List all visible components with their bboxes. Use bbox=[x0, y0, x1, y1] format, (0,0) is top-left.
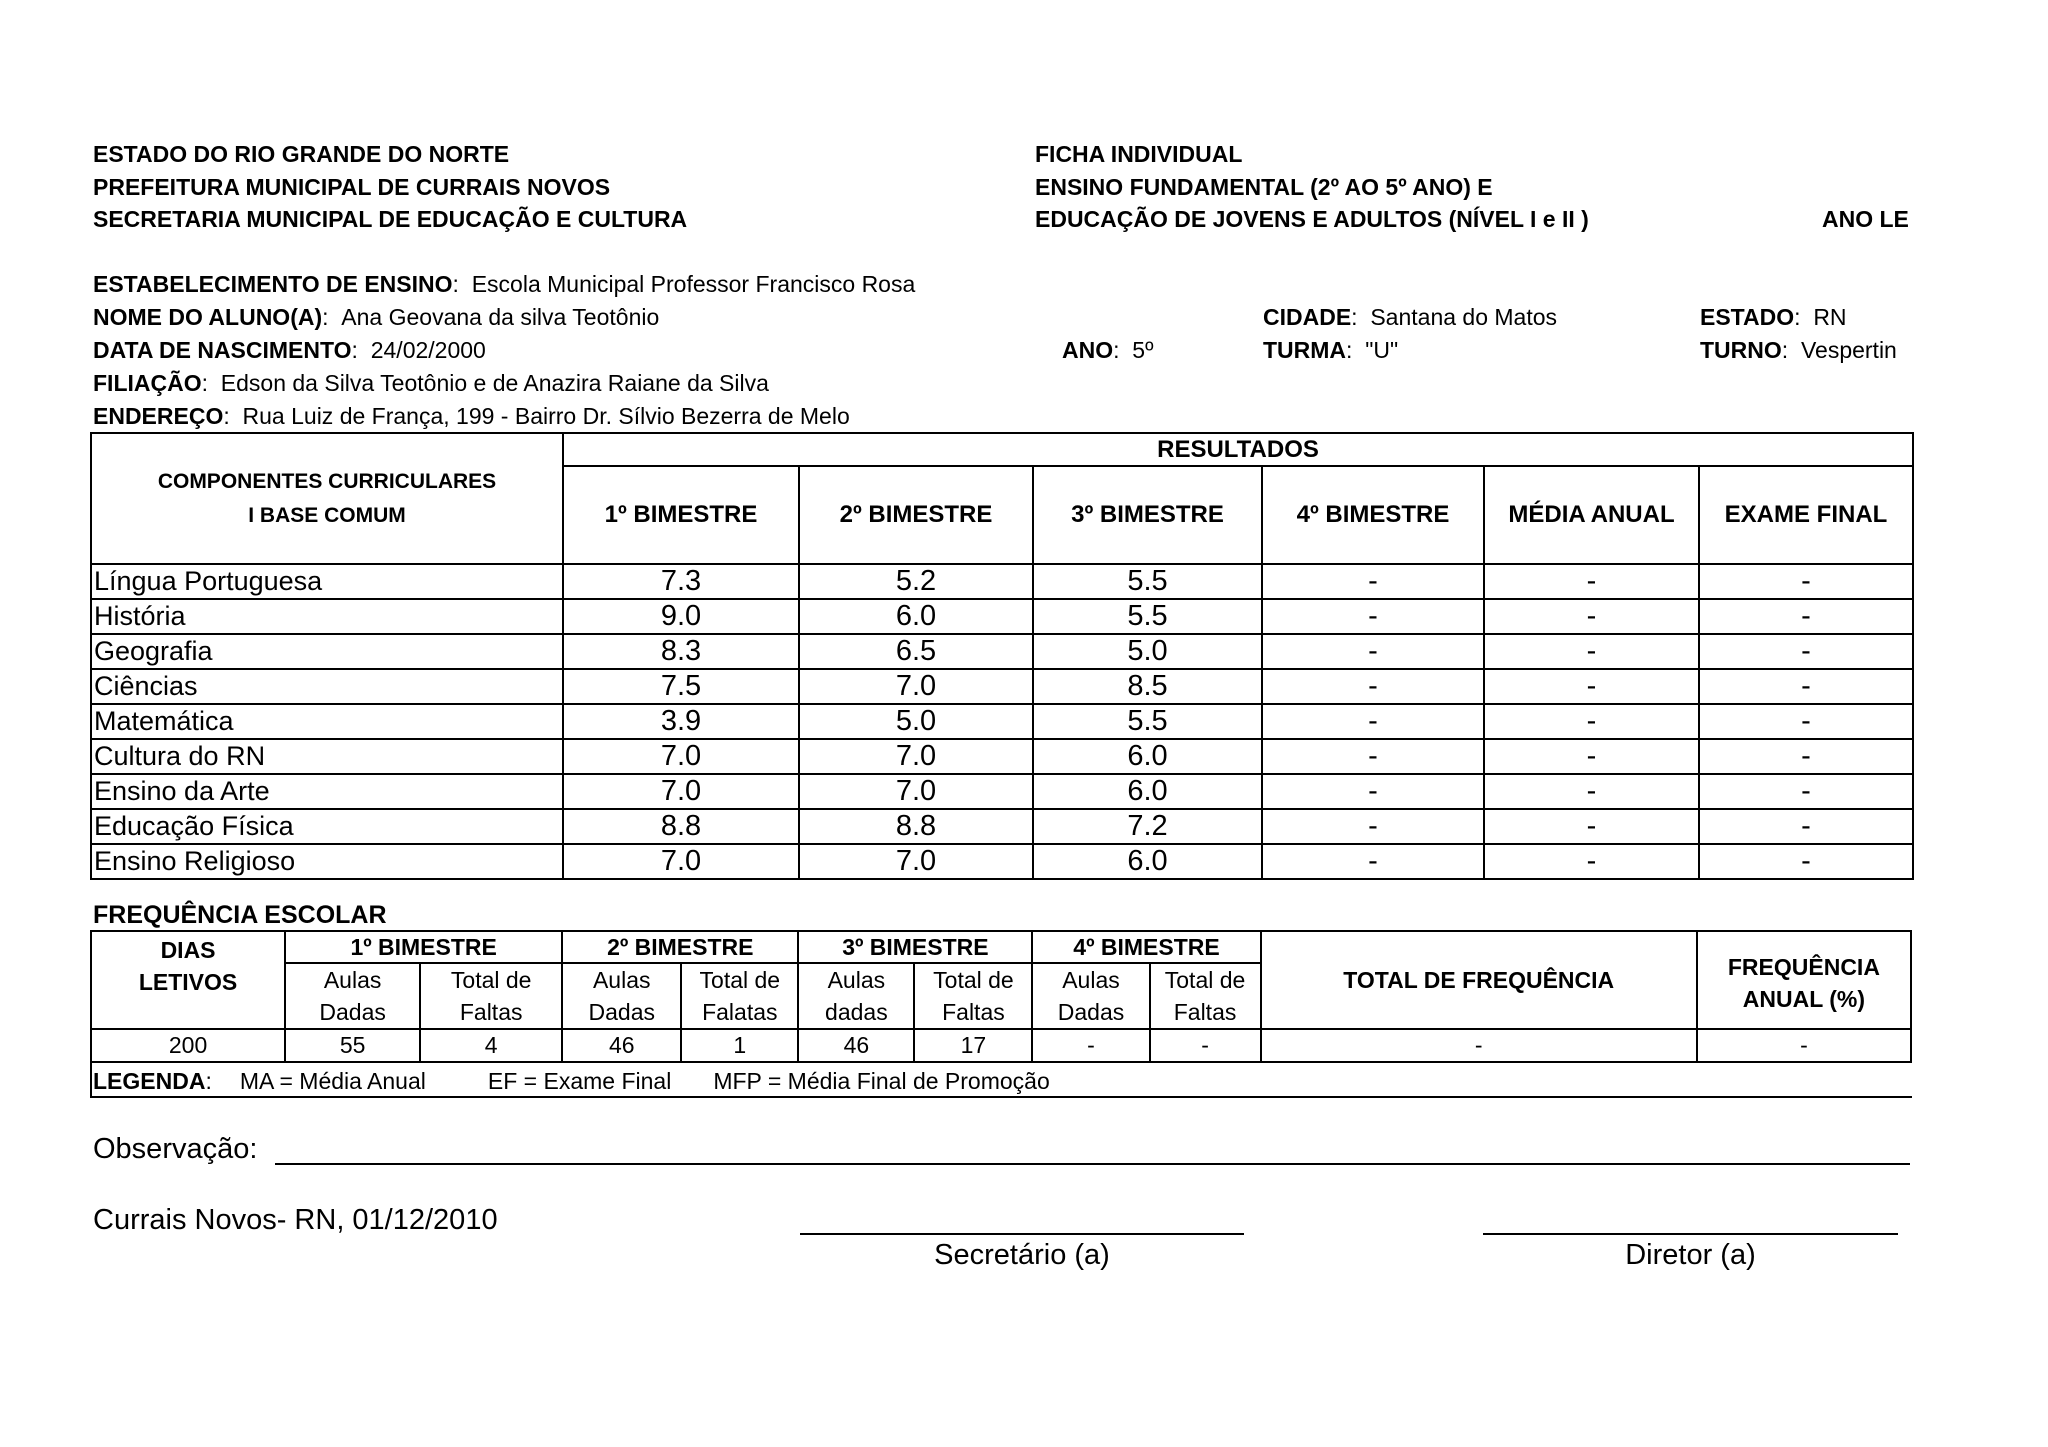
b4-aulas-value: - bbox=[1032, 1029, 1149, 1062]
secretario-line bbox=[800, 1233, 1244, 1235]
b3-total-faltas: Total de Faltas bbox=[914, 963, 1032, 1029]
freq-b4-header: 4º BIMESTRE bbox=[1032, 931, 1260, 963]
grade-row bbox=[91, 564, 1913, 599]
grade-row bbox=[91, 739, 1913, 774]
grade-b3: 7.2 bbox=[1033, 809, 1262, 844]
grade-b4: - bbox=[1262, 704, 1484, 739]
grade-ef: - bbox=[1699, 599, 1913, 634]
grade-b2: 6.5 bbox=[799, 634, 1033, 669]
local-data: Currais Novos- RN, 01/12/2010 bbox=[93, 1204, 498, 1236]
grade-b4: - bbox=[1262, 844, 1484, 879]
subject-name: Educação Física bbox=[91, 809, 563, 844]
grade-ma: - bbox=[1484, 634, 1699, 669]
grade-ef: - bbox=[1699, 704, 1913, 739]
info-nascimento: DATA DE NASCIMENTO: 24/02/2000 bbox=[93, 337, 486, 363]
grade-b2: 6.0 bbox=[799, 599, 1033, 634]
grade-b3: 5.5 bbox=[1033, 599, 1262, 634]
subject-name: Ciências bbox=[91, 669, 563, 704]
grade-b4: - bbox=[1262, 669, 1484, 704]
frequencia-table bbox=[90, 930, 1912, 1063]
info-aluno: NOME DO ALUNO(A): Ana Geovana da silva Teotônio bbox=[93, 304, 660, 330]
freq-b1-header: 1º BIMESTRE bbox=[285, 931, 562, 963]
subject-name: Ensino Religioso bbox=[91, 844, 563, 879]
grade-b1: 3.9 bbox=[563, 704, 799, 739]
grade-b3: 5.0 bbox=[1033, 634, 1262, 669]
info-escola: ESTABELECIMENTO DE ENSINO: Escola Municipal Professor Francisco Rosa bbox=[93, 271, 916, 297]
b2-total-faltas: Total de Falatas bbox=[681, 963, 798, 1029]
grade-row bbox=[91, 844, 1913, 879]
info-filiacao: FILIAÇÃO: Edson da Silva Teotônio e de Anazira Raiane da Silva bbox=[93, 370, 769, 396]
frequencia-title: FREQUÊNCIA ESCOLAR bbox=[93, 901, 387, 929]
subject-name: História bbox=[91, 599, 563, 634]
resultados-header: RESULTADOS bbox=[563, 433, 1913, 466]
header-eja: EDUCAÇÃO DE JOVENS E ADULTOS (NÍVEL I e II ) bbox=[1035, 206, 1589, 232]
b3-faltas-value: 17 bbox=[914, 1029, 1032, 1062]
grade-ma: - bbox=[1484, 774, 1699, 809]
info-turma: TURMA: "U" bbox=[1263, 337, 1399, 363]
grade-row bbox=[91, 809, 1913, 844]
b1-total-faltas: Total de Faltas bbox=[420, 963, 562, 1029]
grade-b1: 7.0 bbox=[563, 774, 799, 809]
grade-ef: - bbox=[1699, 774, 1913, 809]
grade-ef: - bbox=[1699, 739, 1913, 774]
subject-name: Ensino da Arte bbox=[91, 774, 563, 809]
total-frequencia-value: - bbox=[1261, 1029, 1697, 1062]
col-bimestre-4: 4º BIMESTRE bbox=[1262, 466, 1484, 564]
grade-b2: 8.8 bbox=[799, 809, 1033, 844]
info-endereco: ENDEREÇO: Rua Luiz de França, 199 - Bairro Dr. Sílvio Bezerra de Melo bbox=[93, 403, 850, 429]
grade-b2: 7.0 bbox=[799, 844, 1033, 879]
grade-ef: - bbox=[1699, 844, 1913, 879]
b2-aulas-value: 46 bbox=[562, 1029, 681, 1062]
grade-b1: 8.3 bbox=[563, 634, 799, 669]
total-frequencia-header: TOTAL DE FREQUÊNCIA bbox=[1261, 931, 1697, 1029]
grade-ef: - bbox=[1699, 634, 1913, 669]
b1-aulas-value: 55 bbox=[285, 1029, 420, 1062]
subject-name: Geografia bbox=[91, 634, 563, 669]
subject-name: Língua Portuguesa bbox=[91, 564, 563, 599]
col-bimestre-3: 3º BIMESTRE bbox=[1033, 466, 1262, 564]
freq-b2-header: 2º BIMESTRE bbox=[562, 931, 798, 963]
observacao-line bbox=[275, 1163, 1910, 1165]
grade-row bbox=[91, 634, 1913, 669]
grade-row bbox=[91, 599, 1913, 634]
grade-row bbox=[91, 669, 1913, 704]
col-exame-final: EXAME FINAL bbox=[1699, 466, 1913, 564]
grade-b2: 5.0 bbox=[799, 704, 1033, 739]
grade-b1: 8.8 bbox=[563, 809, 799, 844]
col-bimestre-2: 2º BIMESTRE bbox=[799, 466, 1033, 564]
frequencia-anual-header: FREQUÊNCIA ANUAL (%) bbox=[1697, 931, 1911, 1029]
legenda-ma: MA = Média Anual bbox=[239, 1068, 426, 1094]
info-turno: TURNO: Vespertin bbox=[1700, 337, 1897, 363]
grade-b3: 5.5 bbox=[1033, 704, 1262, 739]
freq-b3-header: 3º BIMESTRE bbox=[798, 931, 1032, 963]
grade-b2: 5.2 bbox=[799, 564, 1033, 599]
grade-ma: - bbox=[1484, 669, 1699, 704]
header-ensino: ENSINO FUNDAMENTAL (2º AO 5º ANO) E bbox=[1035, 174, 1493, 200]
grade-b3: 5.5 bbox=[1033, 564, 1262, 599]
observacao-label: Observação: bbox=[93, 1133, 258, 1165]
grade-ef: - bbox=[1699, 809, 1913, 844]
grade-b3: 8.5 bbox=[1033, 669, 1262, 704]
grade-b1: 7.5 bbox=[563, 669, 799, 704]
grade-b2: 7.0 bbox=[799, 669, 1033, 704]
col-bimestre-1: 1º BIMESTRE bbox=[563, 466, 799, 564]
grade-ma: - bbox=[1484, 564, 1699, 599]
grade-b4: - bbox=[1262, 564, 1484, 599]
diretor-line bbox=[1483, 1233, 1898, 1235]
grade-b4: - bbox=[1262, 739, 1484, 774]
col-media-anual: MÉDIA ANUAL bbox=[1484, 466, 1699, 564]
b2-faltas-value: 1 bbox=[681, 1029, 798, 1062]
b3-aulas-dadas: Aulas dadas bbox=[798, 963, 914, 1029]
grade-ma: - bbox=[1484, 599, 1699, 634]
header-prefeitura: PREFEITURA MUNICIPAL DE CURRAIS NOVOS bbox=[93, 174, 611, 200]
frequencia-anual-value: - bbox=[1697, 1029, 1911, 1062]
b2-aulas-dadas: Aulas Dadas bbox=[562, 963, 681, 1029]
grade-b1: 7.0 bbox=[563, 739, 799, 774]
dias-letivos-value: 200 bbox=[91, 1029, 285, 1062]
grade-ef: - bbox=[1699, 669, 1913, 704]
subject-name: Cultura do RN bbox=[91, 739, 563, 774]
grade-ma: - bbox=[1484, 739, 1699, 774]
legenda-ef: EF = Exame Final bbox=[487, 1068, 672, 1094]
grade-b1: 9.0 bbox=[563, 599, 799, 634]
grade-row bbox=[91, 704, 1913, 739]
info-estado: ESTADO: RN bbox=[1700, 304, 1847, 330]
subject-name: Matemática bbox=[91, 704, 563, 739]
b3-aulas-value: 46 bbox=[798, 1029, 914, 1062]
b4-total-faltas: Total de Faltas bbox=[1150, 963, 1261, 1029]
info-ano: ANO: 5º bbox=[1062, 337, 1154, 363]
b1-faltas-value: 4 bbox=[420, 1029, 562, 1062]
legenda-mfp: MFP = Média Final de Promoção bbox=[713, 1068, 1050, 1094]
secretario-label: Secretário (a) bbox=[934, 1239, 1110, 1271]
grade-b3: 6.0 bbox=[1033, 774, 1262, 809]
grade-b2: 7.0 bbox=[799, 739, 1033, 774]
b1-aulas-dadas: Aulas Dadas bbox=[285, 963, 420, 1029]
legenda: LEGENDA: MA = Média Anual EF = Exame Final MFP = Média Final de Promoção bbox=[93, 1068, 1050, 1094]
grade-row bbox=[91, 774, 1913, 809]
b4-faltas-value: - bbox=[1150, 1029, 1261, 1062]
header-ano-letivo: ANO LE bbox=[1822, 206, 1909, 232]
b4-aulas-dadas: Aulas Dadas bbox=[1032, 963, 1149, 1029]
grade-ma: - bbox=[1484, 809, 1699, 844]
diretor-label: Diretor (a) bbox=[1625, 1239, 1756, 1271]
componentes-header: COMPONENTES CURRICULARES I BASE COMUM bbox=[91, 433, 563, 564]
grade-b2: 7.0 bbox=[799, 774, 1033, 809]
grade-b1: 7.0 bbox=[563, 844, 799, 879]
grade-ef: - bbox=[1699, 564, 1913, 599]
grade-ma: - bbox=[1484, 704, 1699, 739]
grade-ma: - bbox=[1484, 844, 1699, 879]
grade-b1: 7.3 bbox=[563, 564, 799, 599]
dias-letivos-header: DIAS LETIVOS bbox=[91, 931, 285, 1029]
grade-b3: 6.0 bbox=[1033, 739, 1262, 774]
header-state: ESTADO DO RIO GRANDE DO NORTE bbox=[93, 141, 510, 167]
grade-b3: 6.0 bbox=[1033, 844, 1262, 879]
grade-b4: - bbox=[1262, 809, 1484, 844]
grades-table bbox=[90, 432, 1914, 880]
header-secretaria: SECRETARIA MUNICIPAL DE EDUCAÇÃO E CULTURA bbox=[93, 206, 688, 232]
grade-b4: - bbox=[1262, 634, 1484, 669]
info-cidade: CIDADE: Santana do Matos bbox=[1263, 304, 1558, 330]
grade-b4: - bbox=[1262, 774, 1484, 809]
header-ficha: FICHA INDIVIDUAL bbox=[1035, 141, 1243, 167]
grade-b4: - bbox=[1262, 599, 1484, 634]
